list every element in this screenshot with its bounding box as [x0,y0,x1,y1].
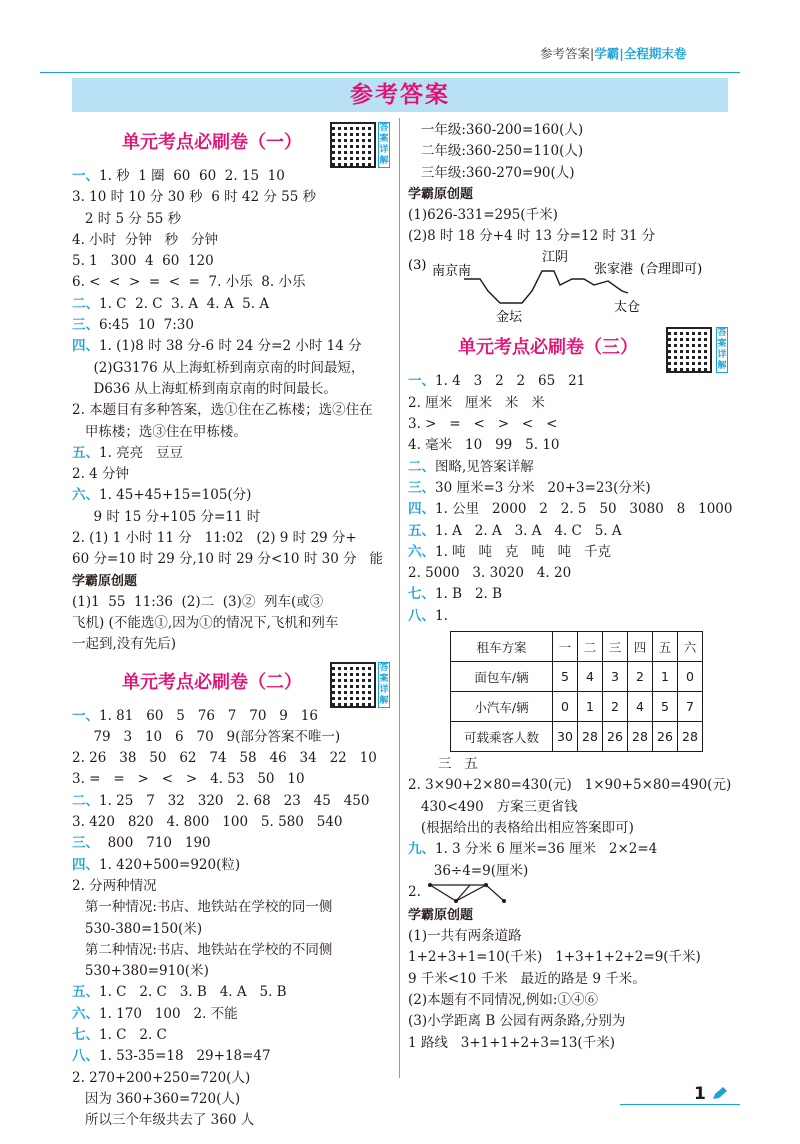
answer-line [72,422,392,443]
question-label: 七、 [408,586,435,603]
qr-code-icon [330,662,376,708]
answer-text: 1. 3 分米 6 厘米=36 厘米 2×2=4 [435,841,658,858]
answer-text: 2 时 5 分 55 秒 [72,210,182,227]
path-sketch [426,881,546,905]
answer-line [408,205,738,226]
page-title: 参考答案 [350,82,450,108]
question-label: 二、 [408,458,435,475]
page-number: 1 [694,1084,706,1104]
answer-text: 1. 4 3 2 2 65 21 [435,373,586,390]
section-title-text: 单元考点必刷卷（三） [458,337,638,359]
answer-line [72,982,392,1003]
table-cell: 3 [603,662,628,692]
answer-text: 1. 53-35=18 29+18=47 [99,1048,271,1065]
table-cell: 1 [578,692,603,722]
answer-line [72,748,392,769]
table-cell: 二 [578,632,603,662]
answer-text: 二年级:360-250=110(人) [408,143,584,160]
answer-line [72,166,392,187]
section-title-1 [72,120,392,166]
answer-text: 2. 厘米 厘米 米 米 [408,394,545,411]
qr-label: 答案详解 [379,123,389,166]
answer-text: 1 路线 3+1+1+2+3=13(千米) [408,1034,615,1051]
answer-text: 3. = = > < > 4. 53 50 10 [72,771,305,788]
answer-line [72,613,392,634]
original-answers [408,205,738,248]
qr-code-icon [666,327,712,373]
answer-line [408,457,738,478]
answer-line [408,754,738,775]
answer-line [408,371,738,392]
answer-text: 1. 81 60 5 76 7 70 9 16 [99,707,318,724]
answer-line [72,230,392,251]
answer-text: (1)一共有两条道路 [408,928,522,945]
table-cell: 三 [603,632,628,662]
answer-line [408,563,738,584]
table-cell: 26 [653,722,678,752]
question-label: 三、 [72,317,99,334]
answer-line [72,464,392,485]
answer-text: 一起到,没有先后) [72,636,177,653]
answer-text: 因为 360+360=720(人) [72,1090,241,1107]
answer-text: 所以三个年级共去了 360 人 [72,1112,255,1129]
answer-line [408,499,738,520]
answer-text: 1. C 2. C [99,1026,167,1043]
table-cell: 1 [653,662,678,692]
answer-text: (2)本题有不同情况,例如:①④⑥ [408,992,598,1009]
section-1-original-answers [72,592,392,656]
table-cell: 四 [628,632,653,662]
answer-line [408,947,738,968]
original-answers [408,926,738,1054]
answer-line [408,797,738,818]
subheading-original: 学霸原创题 [408,908,474,924]
answer-text: 1. 25 7 32 320 2. 68 23 45 450 [99,792,370,809]
answer-text: 2. 本题目有多种答案，选①住在乙栋楼；选②住在 [72,402,373,419]
section-3-answers [408,371,738,627]
question-label: 六、 [72,487,99,504]
answer-line [408,1033,738,1054]
answer-text: 1. C 2. C 3. B 4. A 5. B [99,984,287,1001]
answer-text: 一年级:360-200=160(人) [408,122,584,138]
section-title-text: 单元考点必刷卷（一） [122,132,302,153]
section-title-2 [72,660,392,706]
section-title-3 [408,325,738,371]
answer-text: 1. [435,607,448,624]
table-cell: 可载乘客人数 [451,722,553,752]
footer-rule [620,1104,740,1105]
section-2-answers [72,706,392,1132]
answer-line [72,485,392,506]
answer-line [72,1089,392,1110]
answer-text: 4. 毫米 10 99 5. 10 [408,437,560,454]
table-row [451,722,703,752]
answer-text: 60 分=10 时 29 分,10 时 29 分<10 时 30 分 能 [72,551,383,568]
question-label: 二、 [72,295,99,312]
answer-line [72,1046,392,1067]
table-cell: 30 [553,722,578,752]
answer-text: 2. 分两种情况 [72,877,157,894]
answer-text: 1. C 2. C 3. A 4. A 5. A [99,295,270,312]
answer-line [72,251,392,272]
qr-label: 答案详解 [379,662,389,706]
answer-line [408,1011,738,1032]
question-label: 四、 [72,856,99,873]
answer-line [408,478,738,499]
header-rule [40,72,740,73]
answer-text: 第二种情况:书店、地铁站在学校的不同侧 [72,941,333,958]
answer-line [72,727,392,748]
route-label-taicang: 太仓 [614,300,641,316]
answer-line [72,315,392,336]
answer-line [72,549,392,570]
answer-text: 2. (1) 1 小时 11 分 11:02 (2) 9 时 29 分+ [72,530,357,547]
answer-text: (3)小学距离 B 公园有两条路,分别为 [408,1013,626,1030]
answer-text: 2. 5000 3. 3020 4. 20 [408,565,572,582]
qr-code-icon [330,122,376,168]
route-num: (3) [408,258,427,274]
answer-text: (1)1 55 11:36 (2)二 (3)② 列车(或③ [72,593,324,610]
table-cell: 7 [678,692,703,722]
route-label-jintan: 金坛 [496,310,523,326]
answer-line [408,926,738,947]
column-divider [399,118,400,1078]
right-column [408,120,738,1054]
answer-text: 6. < < > = < = 7. 小乐 8. 小乐 [72,274,306,291]
answer-line [72,294,392,315]
answer-line [408,775,738,796]
answer-line [72,272,392,293]
answer-text: 3. 10 时 10 分 30 秒 6 时 42 分 55 秒 [72,189,317,206]
answer-text: 1. 秒 1 圈 60 60 2. 15 10 [99,168,285,184]
header-brand: 学霸 [594,46,620,61]
table-cell: 一 [553,632,578,662]
rental-plan-table [450,631,703,752]
question-label: 五、 [408,522,435,539]
question-label: 三、 [72,835,99,852]
question-label: 一、 [408,373,435,390]
answer-text: 1. (1)8 时 38 分-6 时 24 分=2 小时 14 分 [99,338,362,355]
answer-text: 800 710 190 [99,835,211,852]
answer-text: (1)626-331=295(千米) [408,206,558,223]
section-1-answers [72,166,392,571]
answer-text: 1. 吨 吨 克 吨 吨 千克 [435,543,612,560]
answer-text: 第一种情况:书店、地铁站在学校的同一侧 [72,899,333,916]
answer-line [72,336,392,357]
answer-line [408,226,738,247]
answer-text: 飞机) (不能选①,因为①的情况下,飞机和列车 [72,614,339,631]
header-series: 全程期末卷 [623,46,687,61]
answer-line [72,855,392,876]
section-3-more-answers [408,754,738,903]
answer-line [72,919,392,940]
table-cell: 2 [603,692,628,722]
subheading-original: 学霸原创题 [72,573,138,589]
question-label: 一、 [72,168,99,184]
answer-line [72,187,392,208]
answer-line [72,897,392,918]
running-header [540,44,740,62]
answer-line [72,876,392,897]
table-cell: 租车方案 [451,632,553,662]
answer-text: 1. 亮亮 豆豆 [99,444,184,461]
answer-text: (2)8 时 18 分+4 时 13 分=12 时 31 分 [408,228,656,245]
answer-line [72,833,392,854]
qr-label: 答案详解 [717,328,727,372]
table-cell: 五 [653,632,678,662]
answer-line [72,379,392,400]
answer-line [408,969,738,990]
question-label: 八、 [72,1048,99,1065]
table-cell: 26 [603,722,628,752]
question-label: 四、 [72,338,99,355]
question-label: 四、 [408,501,435,518]
answer-text: 2. 26 38 50 62 74 58 46 34 22 10 [72,750,377,767]
answer-text: 30 厘米=3 分米 20+3=23(分米) [435,479,651,496]
pencil-icon [712,1086,728,1100]
route-label-jiangyin: 江阴 [542,250,569,266]
table-row [451,692,703,722]
table-cell: 28 [628,722,653,752]
answer-line [72,400,392,421]
answer-text: 4. 小时 分钟 秒 分钟 [72,231,219,248]
answer-line [72,443,392,464]
answer-text: 2. [408,883,421,900]
answer-text: 530-380=150(米) [72,920,203,937]
table-header-row [451,632,703,662]
answer-line [408,606,738,627]
header-prefix: 参考答案 [540,46,591,61]
answer-text: 三 五 [408,756,478,773]
route-note: (合理即可) [640,262,703,278]
table-cell: 4 [628,692,653,722]
answer-text: 1. 170 100 2. 不能 [99,1005,238,1022]
table-cell: 28 [678,722,703,752]
continued-answers [408,120,738,184]
table-cell: 5 [553,662,578,692]
answer-line [72,1110,392,1131]
route-diagram [408,247,738,325]
answer-line [72,592,392,613]
route-label-nanjing: 南京南 [432,264,472,280]
question-label: 六、 [72,1005,99,1022]
answer-text: 1+2+3+1=10(千米) 1+3+1+2+2=9(千米) [408,949,701,966]
answer-line [408,141,738,162]
header-sep: | [590,46,595,61]
left-column [72,120,392,1131]
answer-line [408,120,738,141]
answer-text: 6:45 10 7:30 [99,317,194,334]
question-label: 七、 [72,1026,99,1043]
question-label: 五、 [72,444,99,461]
answer-text: 79 3 10 6 70 9(部分答案不唯一) [72,728,341,745]
answer-line [408,163,738,184]
answer-line [72,507,392,528]
answer-line [72,706,392,727]
answer-text: 2. 270+200+250=720(人) [72,1069,251,1086]
answer-line [408,393,738,414]
answer-text: 1. 45+45+15=105(分) [99,487,252,504]
answer-text: (根据给出的表格给出相应答案即可) [408,819,634,836]
answer-text: 1. A 2. A 3. A 4. C 5. A [435,522,622,539]
answer-text: 9 时 15 分+105 分=11 时 [72,508,261,525]
answer-text: 5. 1 300 4 60 120 [72,253,214,270]
answer-line [408,542,738,563]
answer-text: D636 从上海虹桥到南京南的时间最长。 [72,380,337,397]
answer-line [408,818,738,839]
question-label: 二、 [72,792,99,809]
question-label: 六、 [408,543,435,560]
answer-text: 36÷4=9(厘米) [408,862,529,879]
answer-line [72,209,392,230]
answer-line [72,358,392,379]
answer-text: 1. B 2. B [435,586,503,603]
title-banner [72,78,728,112]
section-title-text: 单元考点必刷卷（二） [122,671,302,693]
answer-text: 3. > = < > < < [408,416,558,433]
answer-line [72,812,392,833]
question-label: 三、 [408,479,435,496]
table-cell: 小汽车/辆 [451,692,553,722]
answer-text: (2)G3176 从上海虹桥到南京南的时间最短， [72,359,365,376]
answer-line [408,839,738,860]
table-cell: 面包车/辆 [451,662,553,692]
subheading-original: 学霸原创题 [408,186,474,202]
answer-line [72,961,392,982]
answer-text: 9 千米<10 千米 最近的路是 9 千米。 [408,970,646,987]
table-cell: 4 [578,662,603,692]
answer-text: 甲栋楼；选③住在甲栋楼。 [72,423,247,440]
table-cell: 六 [678,632,703,662]
answer-line [72,769,392,790]
answer-text: 1. 公里 2000 2 2. 5 50 3080 8 1000 [435,501,733,518]
answer-line [72,791,392,812]
answer-line [72,1025,392,1046]
answer-line [408,861,738,882]
answer-line [72,940,392,961]
answer-line [72,528,392,549]
answer-line [408,990,738,1011]
answer-text: 三年级:360-270=90(人) [408,164,575,181]
table-cell: 0 [553,692,578,722]
route-label-zhangjiagang: 张家港 [594,262,634,278]
answer-text: 2. 3×90+2×80=430(元) 1×90+5×80=490(元) [408,777,732,794]
answer-text: 1. 420+500=920(粒) [99,856,241,873]
answer-text: 2. 4 分钟 [72,466,130,483]
table-row [451,662,703,692]
answer-line [72,1004,392,1025]
answer-text: 图略,见答案详解 [435,458,534,475]
question-label: 八、 [408,607,435,624]
answer-line [408,414,738,435]
table-cell: 0 [678,662,703,692]
answer-line [408,584,738,605]
answer-line [72,634,392,655]
answer-text: 530+380=910(米) [72,963,209,980]
table-cell: 28 [578,722,603,752]
answer-line [408,435,738,456]
answer-line [72,1068,392,1089]
answer-text: 430<490 方案三更省钱 [408,798,578,815]
table-cell: 5 [653,692,678,722]
question-label: 五、 [72,984,99,1001]
answer-text: 3. 420 820 4. 800 100 5. 580 540 [72,814,343,831]
table-cell: 2 [628,662,653,692]
answer-line [408,521,738,542]
question-label: 九、 [408,841,435,858]
header-sep: | [619,46,624,61]
question-label: 一、 [72,707,99,724]
